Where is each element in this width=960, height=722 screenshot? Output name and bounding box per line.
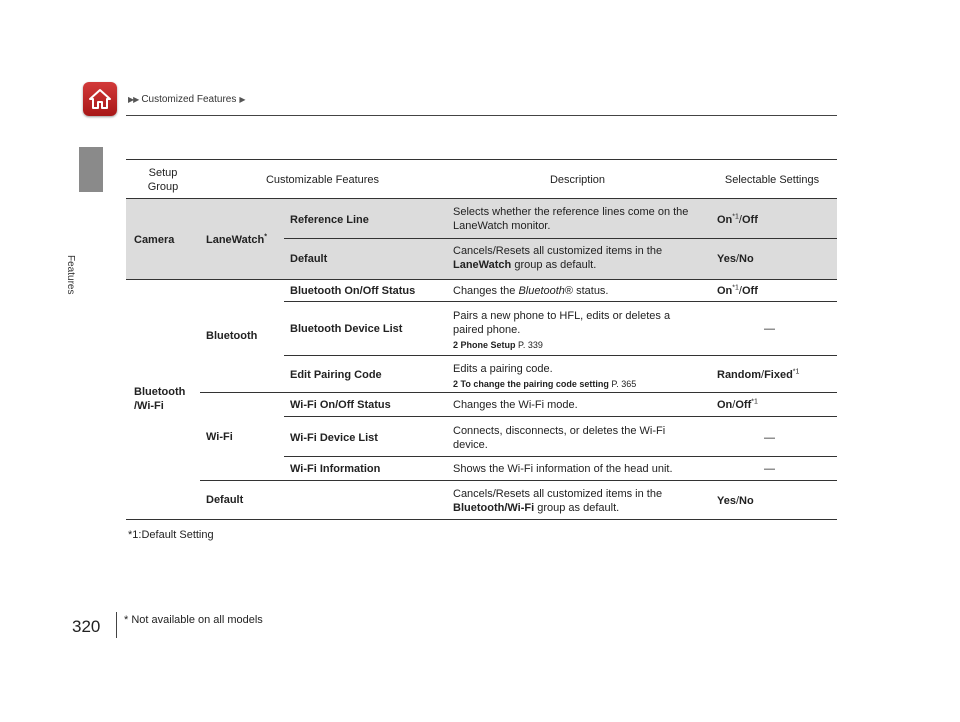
setting-wifi-device-list: — — [764, 432, 775, 444]
feature-wifi-device-list: Wi-Fi Device List — [290, 432, 378, 444]
setting-bluetooth-wifi-default: Yes/No — [717, 495, 754, 507]
header-customizable-features: Customizable Features — [265, 174, 380, 186]
header-setup-group: Setup Group — [147, 167, 179, 193]
setting-bluetooth-device-list: — — [764, 323, 775, 335]
footnote-models: * Not available on all models — [124, 614, 263, 626]
setting-lanewatch-default: Yes/No — [717, 253, 754, 265]
table-top-rule — [126, 159, 837, 160]
setting-bluetooth-status: On$^{*1}$/Off — [717, 284, 758, 297]
desc-lanewatch-default: Cancels/Resets all customized items in the LaneWatch group as default. — [453, 245, 663, 271]
subgroup-wifi: Wi-Fi — [206, 431, 233, 443]
page-number: 320 — [72, 617, 101, 636]
reference-arrow-icon: 2 — [453, 340, 459, 350]
setting-wifi-status: On/Off$^{*1}$ — [717, 398, 758, 411]
feature-bluetooth-device-list: Bluetooth Device List — [290, 323, 403, 335]
subgroup-default: Default — [206, 494, 244, 506]
row-divider — [284, 238, 837, 239]
table-bottom-rule — [126, 519, 837, 520]
breadcrumb-link-customized-features[interactable]: Customized Features — [141, 94, 237, 105]
header-rule — [126, 115, 837, 116]
desc-wifi-device-list: Connects, disconnects, or deletes the Wi-Fi device. — [453, 425, 666, 451]
row-divider — [126, 279, 837, 280]
group-bluetooth-wifi: Bluetooth /Wi-Fi — [134, 386, 186, 412]
subgroup-lanewatch: LaneWatch* — [206, 233, 267, 246]
footnote-default-setting: *1:Default Setting — [128, 529, 214, 541]
setting-reference-line: On$^{*1}$/Off — [717, 213, 758, 226]
row-divider — [284, 301, 837, 302]
desc-bluetooth-device-list: Pairs a new phone to HFL, edits or deletes a paired phone. — [453, 310, 671, 336]
desc-wifi-status: Changes the Wi-Fi mode. — [453, 399, 578, 411]
footer-divider — [116, 612, 117, 638]
group-camera: Camera — [134, 234, 175, 246]
feature-edit-pairing-code: Edit Pairing Code — [290, 369, 382, 381]
feature-wifi-information: Wi-Fi Information — [290, 463, 381, 475]
row-divider — [284, 456, 837, 457]
row-divider — [284, 416, 837, 417]
ref-pairing-code-setting[interactable]: 2 To change the pairing code setting P. 365 — [453, 379, 637, 389]
row-divider — [200, 480, 837, 481]
header-description: Description — [549, 174, 606, 186]
setting-edit-pairing-code: Random/Fixed$^{*1}$ — [717, 368, 800, 381]
row-divider — [284, 355, 837, 356]
subgroup-bluetooth: Bluetooth — [206, 330, 258, 342]
breadcrumb — [128, 94, 245, 105]
feature-wifi-status: Wi-Fi On/Off Status — [290, 399, 391, 411]
ref-phone-setup[interactable]: 2 Phone Setup P. 339 — [453, 340, 543, 350]
desc-wifi-information: Shows the Wi-Fi information of the head unit. — [453, 463, 673, 475]
home-button[interactable] — [83, 82, 117, 116]
desc-reference-line: Selects whether the reference lines come on the LaneWatch monitor. — [453, 206, 689, 232]
reference-arrow-icon: 2 — [453, 379, 459, 389]
side-tab-marker — [79, 147, 103, 192]
row-divider — [200, 392, 837, 393]
side-tab-label: Features — [65, 255, 76, 295]
desc-bluetooth-status: Changes the Bluetooth® status. — [453, 285, 609, 297]
desc-edit-pairing-code: Edits a pairing code. — [453, 363, 553, 375]
desc-bluetooth-wifi-default: Cancels/Resets all customized items in the Bluetooth/Wi-Fi group as default. — [453, 488, 663, 514]
double-triangle-icon: ▶▶ — [128, 95, 139, 104]
feature-bluetooth-status: Bluetooth On/Off Status — [290, 285, 416, 297]
setting-wifi-information: — — [764, 463, 775, 475]
feature-reference-line: Reference Line — [290, 214, 369, 226]
home-icon — [88, 87, 112, 111]
triangle-icon: ▶ — [239, 95, 245, 104]
header-selectable-settings: Selectable Settings — [724, 174, 820, 186]
feature-lanewatch-default: Default — [290, 253, 328, 265]
